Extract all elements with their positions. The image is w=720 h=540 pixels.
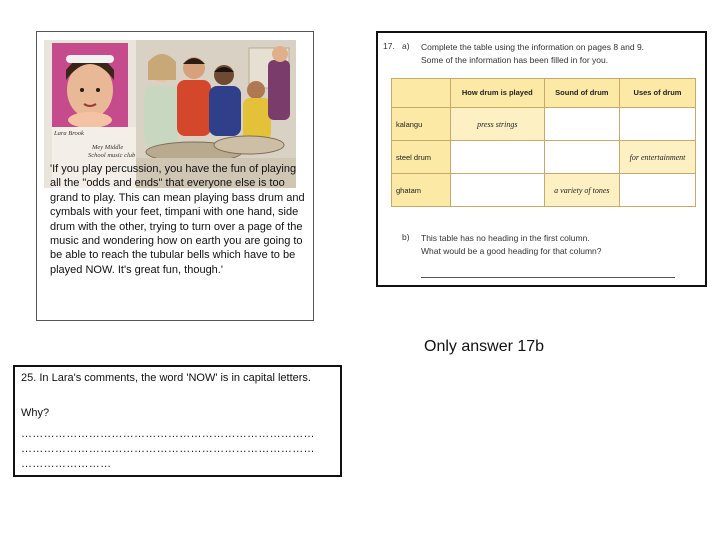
question-25-text: 25. In Lara's comments, the word 'NOW' is in capital letters. — [21, 372, 311, 384]
part-b-label: b) — [402, 232, 410, 242]
question-number: 17. — [383, 41, 395, 51]
photo-caption-school-line2: School music club — [88, 152, 136, 159]
lara-quote: 'If you play percussion, you have the fun of playing all the "odds and ends" that everyone else is too grand to play. This can mean playing bass drum and cymbals with your feet, timpani with one hand, side drum with the other, trying to turn over a page of the music and wondering how on earth you are going to be able to reach the tubular bells which have to be played NOW. It's great fun, though.' — [50, 163, 305, 276]
part-b-line1: This table has no heading in the first column. — [421, 233, 590, 243]
table-row — [392, 174, 696, 207]
answer-dots-line: …………………………………………………………………… — [21, 443, 315, 455]
part-a-line2: Some of the information has been filled in for you. — [421, 55, 609, 65]
table-cell: a variety of tones — [544, 174, 619, 207]
part-b-answer-line[interactable] — [421, 277, 675, 278]
answer-area[interactable] — [21, 427, 315, 472]
table-cell: press strings — [451, 108, 545, 141]
part-a-line1: Complete the table using the information on pages 8 and 9. — [421, 42, 645, 52]
part-b-question — [421, 232, 602, 258]
question-25-card — [13, 365, 342, 477]
table-header-row — [392, 79, 696, 108]
table-row — [392, 108, 696, 141]
table-header-how-played: How drum is played — [451, 79, 545, 108]
table-cell-empty[interactable] — [544, 141, 619, 174]
table-header-sound: Sound of drum — [544, 79, 619, 108]
photo-caption-school-line1: Mey Middle — [92, 144, 124, 151]
row-label-kalangu: kalangu — [392, 108, 451, 141]
answer-dots-line: …………………… — [21, 458, 112, 470]
answer-dots-line: …………………………………………………………………… — [21, 428, 315, 440]
quote-card — [36, 31, 314, 321]
part-a-instructions — [421, 41, 701, 67]
drum-table — [391, 78, 696, 207]
table-cell-empty[interactable] — [620, 174, 696, 207]
table-row — [392, 141, 696, 174]
instruction-text: Only answer 17b — [424, 338, 545, 355]
table-cell-empty[interactable] — [451, 174, 545, 207]
row-label-steel-drum: steel drum — [392, 141, 451, 174]
part-a-label: a) — [402, 41, 410, 51]
table-header-uses: Uses of drum — [620, 79, 696, 108]
table-cell-empty[interactable] — [544, 108, 619, 141]
photo-caption-name: Lara Brook — [54, 130, 84, 137]
table-cell-empty[interactable] — [451, 141, 545, 174]
table-header-blank — [392, 79, 451, 108]
table-cell-empty[interactable] — [620, 108, 696, 141]
part-b-line2: What would be a good heading for that column? — [421, 246, 602, 256]
row-label-ghatam: ghatam — [392, 174, 451, 207]
why-prompt: Why? — [21, 407, 50, 419]
question-17-card — [376, 31, 707, 287]
table-cell: for entertainment — [620, 141, 696, 174]
